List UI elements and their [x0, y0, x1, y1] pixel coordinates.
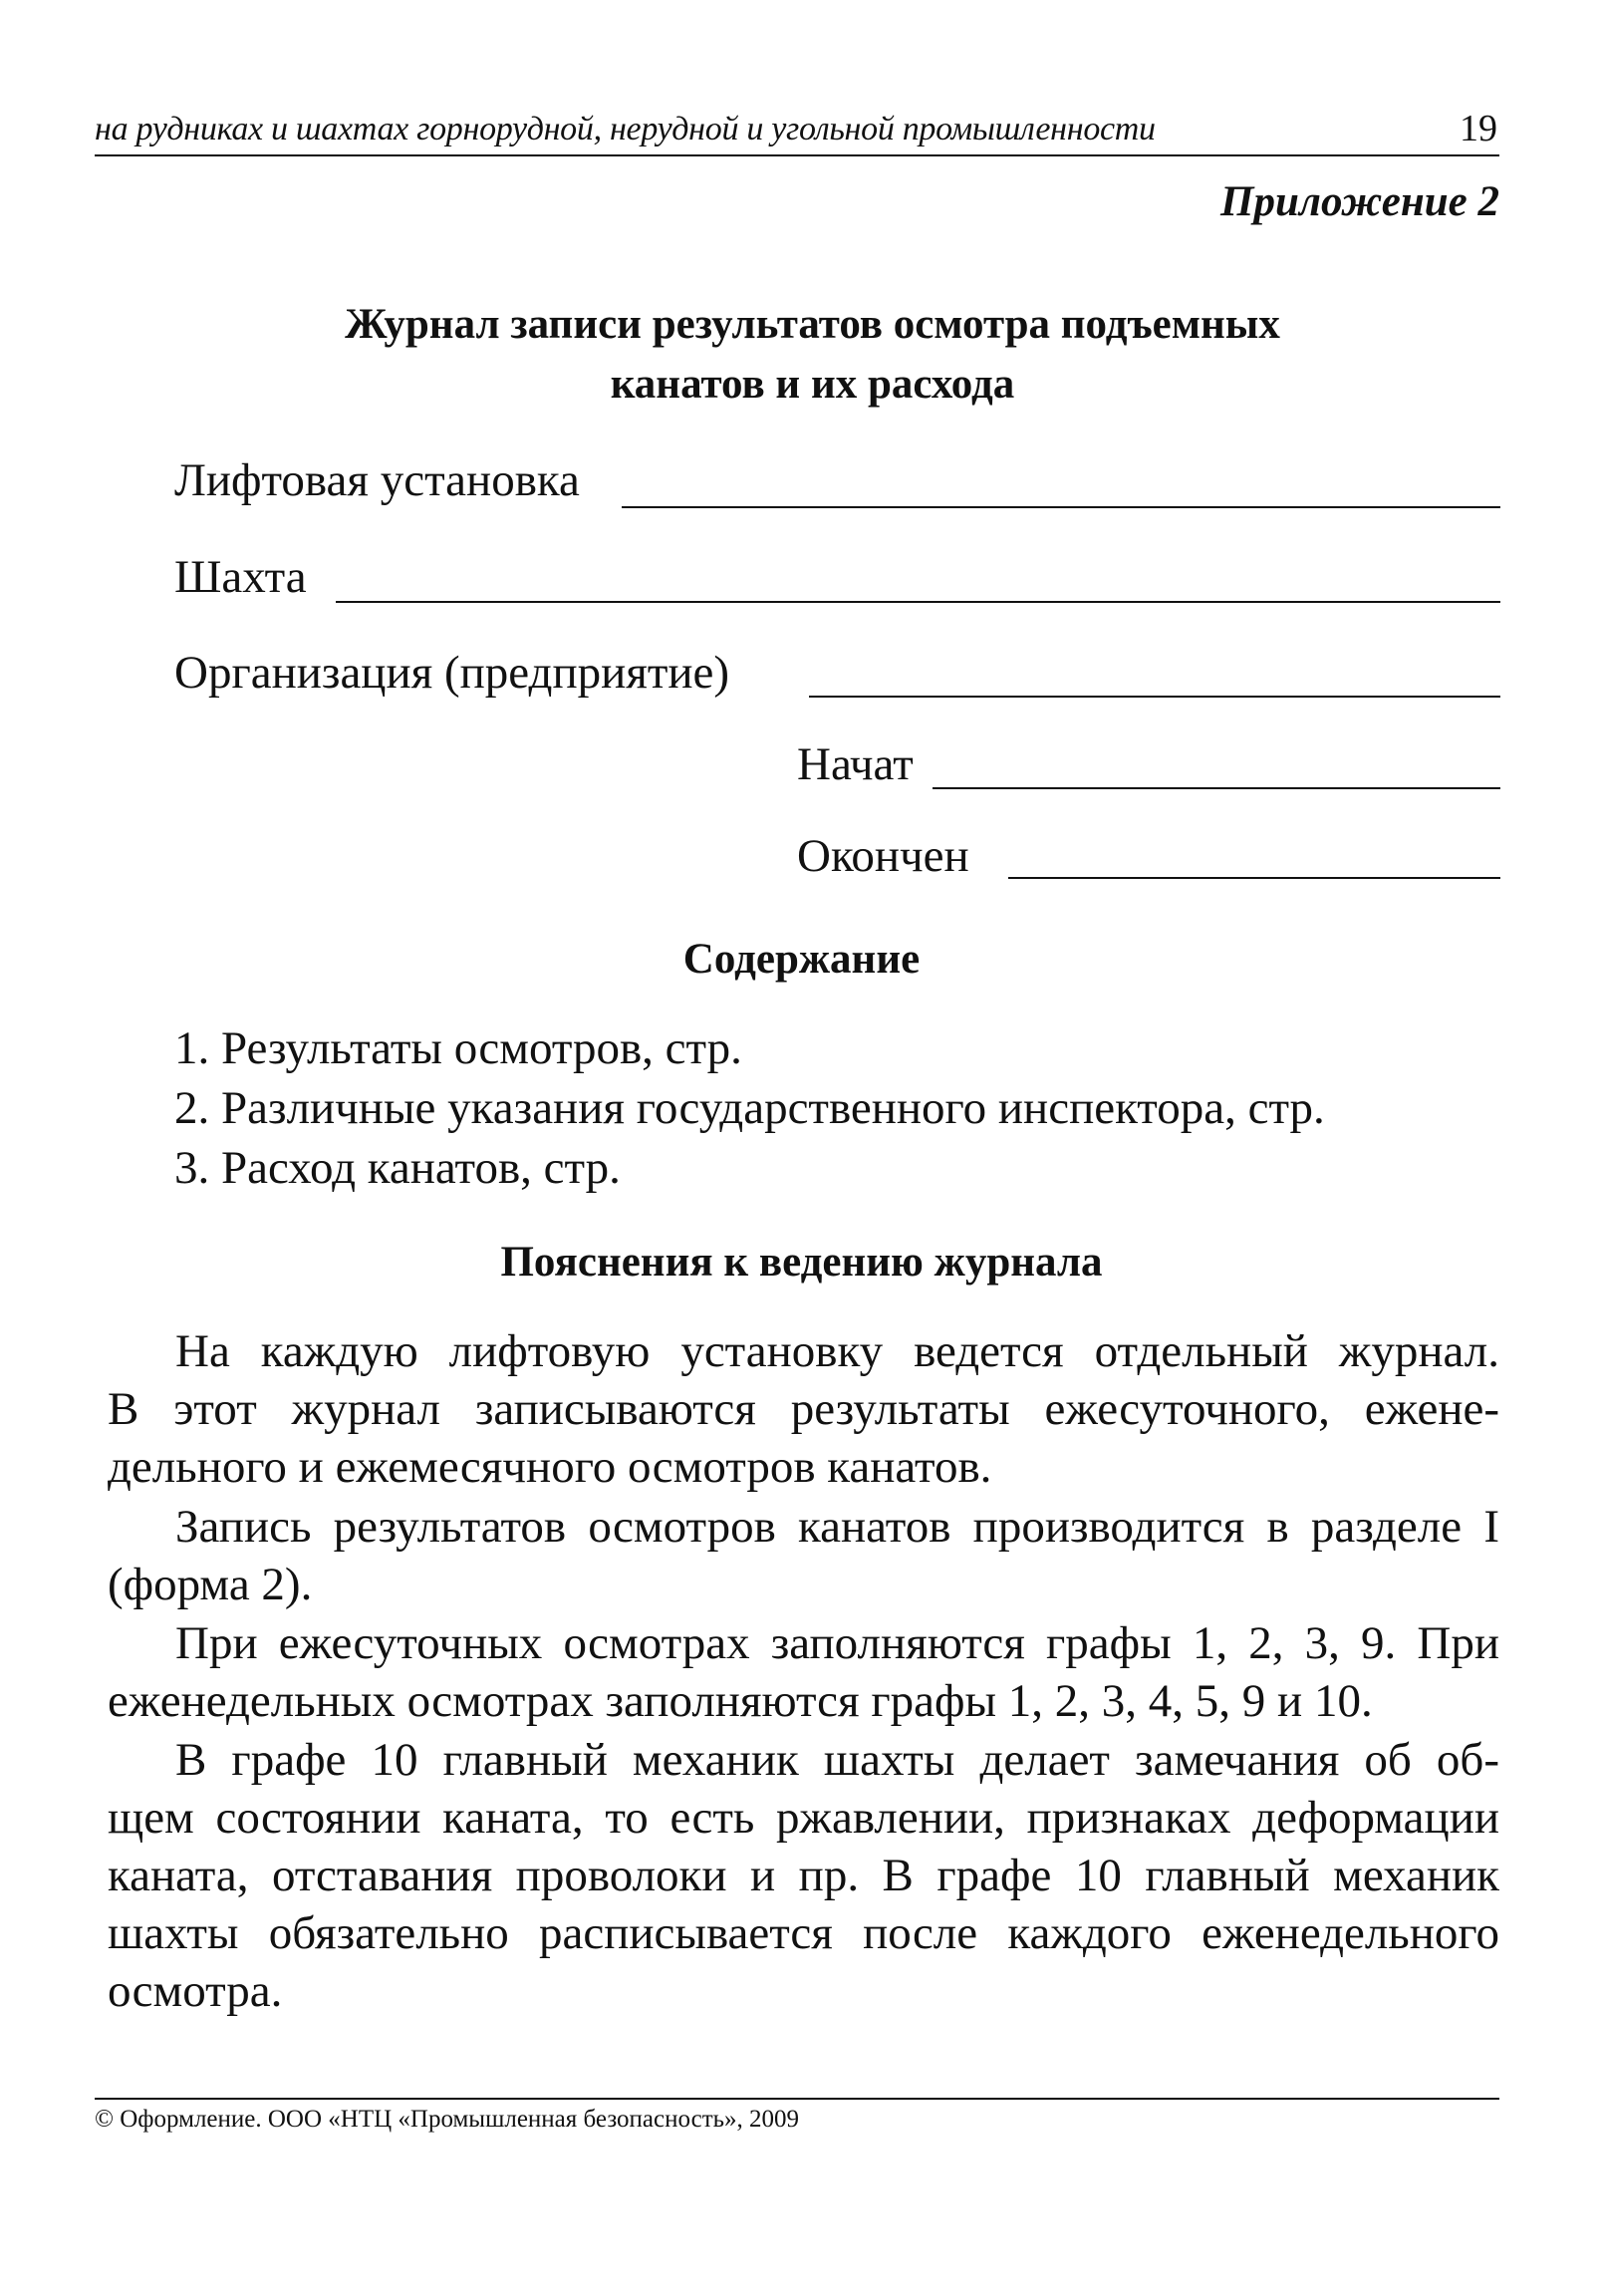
contents-item-3: 3. Расход канатов, стр. [174, 1142, 621, 1194]
paragraph-2 [108, 1498, 1499, 1613]
footer-divider [95, 2098, 1499, 2100]
paragraph-3 [108, 1614, 1499, 1730]
field-organization [174, 646, 729, 700]
p4-line: щем состоянии каната, то есть ржавлении, признаках деформации [108, 1792, 1499, 1844]
field-mine-label: Шахта [174, 551, 307, 603]
p1-line: На каждую лифтовую установку ведется отдельный журнал. [175, 1325, 1499, 1377]
p4-line: шахты обязательно расписывается после каждого еженедельного [108, 1907, 1499, 1959]
page-number: 19 [1460, 108, 1497, 149]
field-started [797, 737, 914, 791]
field-mine [174, 550, 307, 604]
paragraph-4 [108, 1731, 1499, 2020]
document-title [0, 295, 1603, 415]
field-started-label: Начат [797, 738, 914, 790]
p4-line: осмотра. [108, 1965, 283, 2017]
field-organization-label: Организация (предприятие) [174, 647, 730, 699]
p2-line: Запись результатов осмотров канатов производится в разделе I [175, 1501, 1499, 1553]
p3-line: еженедельных осмотрах заполняются графы 1, 2, 3, 4, 5, 9 и 10. [108, 1675, 1373, 1727]
field-lift-label: Лифтовая установка [174, 454, 580, 506]
field-finished-blank[interactable] [1008, 877, 1500, 879]
field-finished [797, 829, 969, 883]
p4-line: каната, отставания проволоки и пр. В графе 10 главный механик [108, 1850, 1499, 1901]
contents-item-1: 1. Результаты осмотров, стр. [174, 1022, 742, 1074]
p4-line: В графе 10 главный механик шахты делает замечания об об- [175, 1734, 1499, 1786]
field-organization-blank[interactable] [809, 696, 1500, 698]
field-lift-installation [174, 453, 580, 507]
contents-heading: Содержание [682, 936, 921, 983]
contents-list [174, 1018, 1325, 1198]
p2-line: (форма 2). [108, 1559, 313, 1610]
field-started-blank[interactable] [933, 787, 1500, 789]
running-title: на рудниках и шахтах горнорудной, нерудной и угольной промышленности [95, 111, 1156, 147]
field-finished-label: Окончен [797, 830, 969, 882]
field-lift-blank[interactable] [622, 506, 1500, 508]
appendix-label: Приложение 2 [1220, 178, 1499, 225]
p3-line: При ежесуточных осмотрах заполняются графы 1, 2, 3, 9. При [175, 1617, 1499, 1669]
explanations-heading: Пояснения к ведению журнала [500, 1239, 1103, 1286]
p1-line: дельного и ежемесячного осмотров канатов. [108, 1441, 992, 1493]
title-line-2: канатов и их расхода [610, 361, 1015, 408]
paragraph-1 [108, 1322, 1499, 1496]
field-mine-blank[interactable] [336, 601, 1500, 603]
footer-copyright: © Оформление. ООО «НТЦ «Промышленная безопасность», 2009 [95, 2106, 800, 2133]
contents-item-2: 2. Различные указания государственного инспектора, стр. [174, 1082, 1325, 1134]
p1-line: В этот журнал записываются результаты ежесуточного, ежене- [108, 1383, 1499, 1435]
running-header [95, 103, 1499, 156]
title-line-1: Журнал записи результатов осмотра подъемных [345, 301, 1280, 348]
